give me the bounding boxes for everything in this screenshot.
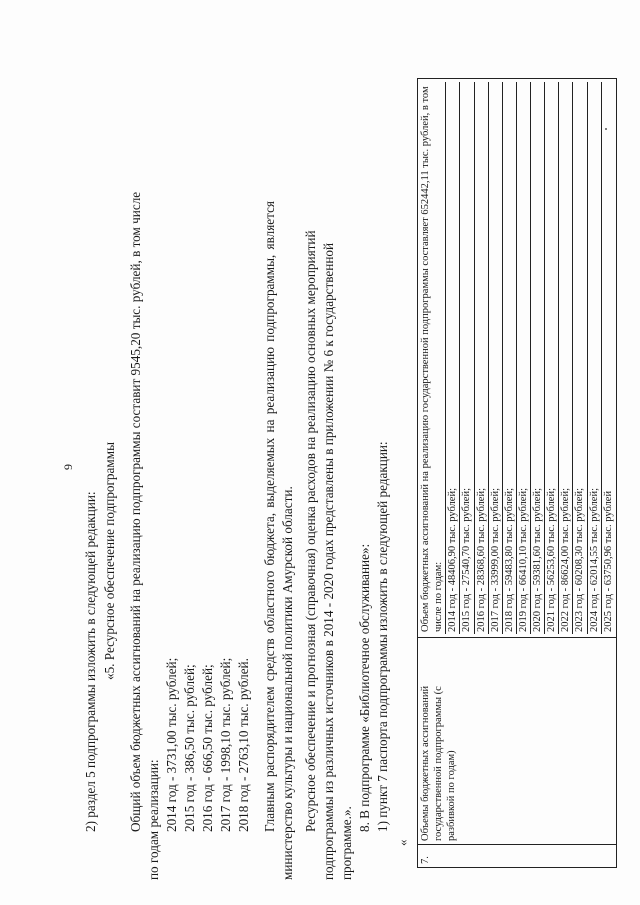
year-line-2014: 2014 год - 3731,00 тыс. рублей; [164, 657, 179, 832]
resource-text-a: Ресурсное обеспечение и прогнозная (справочная) оценка расходов на реализацию основных мероприятий [303, 230, 318, 832]
row-values [418, 79, 617, 638]
year-line-2018: 2018 год - 2763,10 тыс. рублей. [236, 658, 251, 832]
value-2018: 2018 год - 59483,80 тыс. рублей; [503, 82, 517, 634]
year-line-2017: 2017 год - 1998,10 тыс. рублей; [218, 657, 233, 832]
value-2017: 2017 год - 33999,00 тыс. рублей; [489, 82, 503, 634]
resource-text-b: подпрограммы из различных источников в 2014 - 2020 годах представлены в приложении № 6 к государственной [321, 242, 336, 880]
year-line-2015: 2015 год - 386,50 тыс. рублей; [182, 664, 197, 832]
section-heading: «5. Ресурсное обеспечение подпрограммы [102, 442, 117, 680]
item-2-text: 2) раздел 5 подпрограммы изложить в следующей редакции: [83, 491, 98, 832]
year-line-2016: 2016 год - 666,50 тыс. рублей; [200, 664, 215, 832]
value-2020: 2020 год - 59381,60 тыс. рублей; [531, 82, 545, 634]
total-text-a: Общий объем бюджетных ассигнований на реализацию подпрограммы составит 9545,20 тыс. рублей, в том числе [128, 191, 143, 832]
resource-text-c: программе.». [339, 806, 354, 880]
total-text-b: по годам реализации: [146, 759, 161, 880]
main-manager-b: министерство культуры и национальной политики Амурской области. [280, 486, 295, 880]
item-1-text: 1) пункт 7 паспорта подпрограммы изложить в следующей редакции: [375, 441, 390, 832]
values-intro: Объем бюджетных ассигнований на реализацию государственной подпрограммы составляет 652442,11 тыс. рублей, в том числе по годам: [419, 82, 446, 634]
value-2022: 2022 год - 86624,00 тыс. рублей; [559, 82, 573, 634]
page-number: 9 [61, 464, 75, 470]
open-quote: « [395, 839, 410, 846]
row-number: 7. [418, 845, 617, 868]
passport-table [417, 78, 617, 868]
table-row [418, 79, 617, 868]
row-name: Объемы бюджетных ассигнований государственной подпрограммы (с разбивкой по годам) [418, 638, 617, 845]
value-2016: 2016 год - 28368,60 тыс. рублей; [475, 82, 489, 634]
rotated-content [52, 60, 614, 880]
value-2023: 2023 год - 60208,30 тыс. рублей; [573, 82, 587, 634]
value-2019: 2019 год - 66410,10 тыс. рублей; [517, 82, 531, 634]
main-manager-a: Главным распорядителем средств областного бюджета, выделяемых на реализацию подпрограммы, является [262, 201, 277, 832]
value-2024: 2024 год - 62014,55 тыс. рублей; [588, 82, 602, 634]
value-2021: 2021 год - 56253,60 тыс. рублей; [545, 82, 559, 634]
value-2025: 2025 год - 63750,96 тыс. рублей [602, 490, 614, 632]
value-2015: 2015 год - 27540,70 тыс. рублей; [460, 82, 474, 634]
item-8-text: 8. В подпрограмме «Библиотечное обслуживание»: [357, 543, 372, 832]
value-2014: 2014 год - 48406,90 тыс. рублей; [446, 82, 460, 634]
